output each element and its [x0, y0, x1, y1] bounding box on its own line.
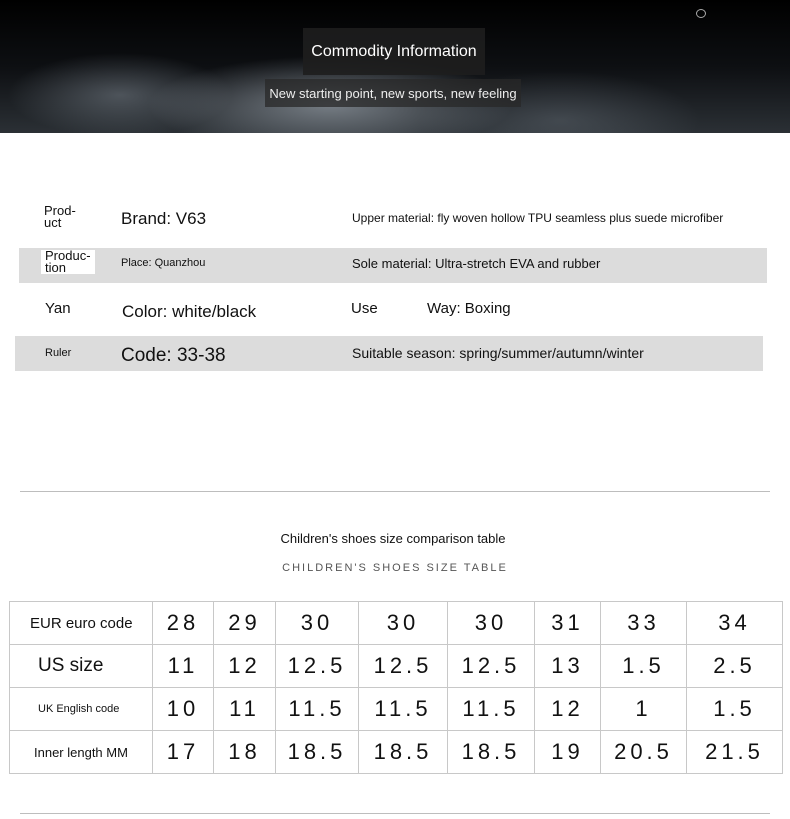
- size-cell: 2.5: [687, 645, 783, 688]
- decorative-ring-icon: [696, 9, 706, 18]
- info-row-color: [15, 292, 765, 327]
- banner-subtitle: New starting point, new sports, new feeling: [265, 79, 521, 107]
- size-cell: 20.5: [601, 731, 687, 774]
- info-label: Yan: [45, 300, 71, 317]
- row-label: US size: [10, 645, 153, 688]
- row-label: UK English code: [10, 688, 153, 731]
- info-detail: Upper material: fly woven hollow TPU seamless plus suede microfiber: [352, 211, 724, 225]
- info-detail-way: Way: Boxing: [427, 300, 511, 317]
- size-cell: 21.5: [687, 731, 783, 774]
- info-key-value: Brand: V63: [121, 209, 207, 228]
- info-key-value: Place: Quanzhou: [121, 257, 206, 269]
- size-cell: 31: [535, 602, 601, 645]
- size-row-eur: [10, 602, 783, 645]
- info-detail-use: Use: [351, 300, 378, 317]
- divider-top: [20, 491, 770, 492]
- size-row-us: [10, 645, 783, 688]
- info-detail: Sole material: Ultra-stretch EVA and rubber: [352, 256, 601, 271]
- info-label: Prod- uct: [44, 203, 76, 230]
- size-cell: 11.5: [359, 688, 448, 731]
- size-cell: 1.5: [601, 645, 687, 688]
- size-cell: 1.5: [687, 688, 783, 731]
- size-cell: 18.5: [359, 731, 448, 774]
- info-row-brand: [15, 200, 765, 235]
- size-cell: 12.5: [359, 645, 448, 688]
- size-table-subtitle: CHILDREN'S SHOES SIZE TABLE: [282, 562, 508, 574]
- info-label: Ruler: [45, 347, 72, 359]
- info-label: Produc- tion: [41, 250, 95, 274]
- size-cell: 11: [214, 688, 276, 731]
- size-cell: 17: [153, 731, 214, 774]
- size-cell: 29: [214, 602, 276, 645]
- size-cell: 18.5: [448, 731, 535, 774]
- banner: [0, 0, 790, 133]
- size-table-title: Children's shoes size comparison table: [280, 530, 506, 546]
- size-cell: 30: [448, 602, 535, 645]
- size-cell: 12.5: [276, 645, 359, 688]
- size-comparison-table: [9, 601, 783, 774]
- size-cell: 33: [601, 602, 687, 645]
- size-cell: 10: [153, 688, 214, 731]
- size-cell: 11.5: [448, 688, 535, 731]
- info-row-production-place: [19, 248, 767, 283]
- size-cell: 1: [601, 688, 687, 731]
- size-cell: 11.5: [276, 688, 359, 731]
- size-cell: 19: [535, 731, 601, 774]
- size-cell: 34: [687, 602, 783, 645]
- size-cell: 30: [276, 602, 359, 645]
- size-cell: 30: [359, 602, 448, 645]
- size-cell: 12.5: [448, 645, 535, 688]
- divider-bottom: [20, 813, 770, 814]
- row-label: EUR euro code: [10, 602, 153, 645]
- size-cell: 18: [214, 731, 276, 774]
- info-row-size-code: [15, 336, 763, 371]
- info-key-value: Color: white/black: [122, 302, 257, 321]
- size-row-inner-length: [10, 731, 783, 774]
- row-label: Inner length MM: [10, 731, 153, 774]
- size-cell: 12: [535, 688, 601, 731]
- banner-title: Commodity Information: [303, 28, 485, 75]
- info-detail: Suitable season: spring/summer/autumn/winter: [352, 345, 644, 361]
- size-row-uk: [10, 688, 783, 731]
- size-cell: 13: [535, 645, 601, 688]
- size-cell: 18.5: [276, 731, 359, 774]
- size-cell: 12: [214, 645, 276, 688]
- size-cell: 11: [153, 645, 214, 688]
- size-cell: 28: [153, 602, 214, 645]
- info-key-value: Code: 33-38: [121, 345, 226, 366]
